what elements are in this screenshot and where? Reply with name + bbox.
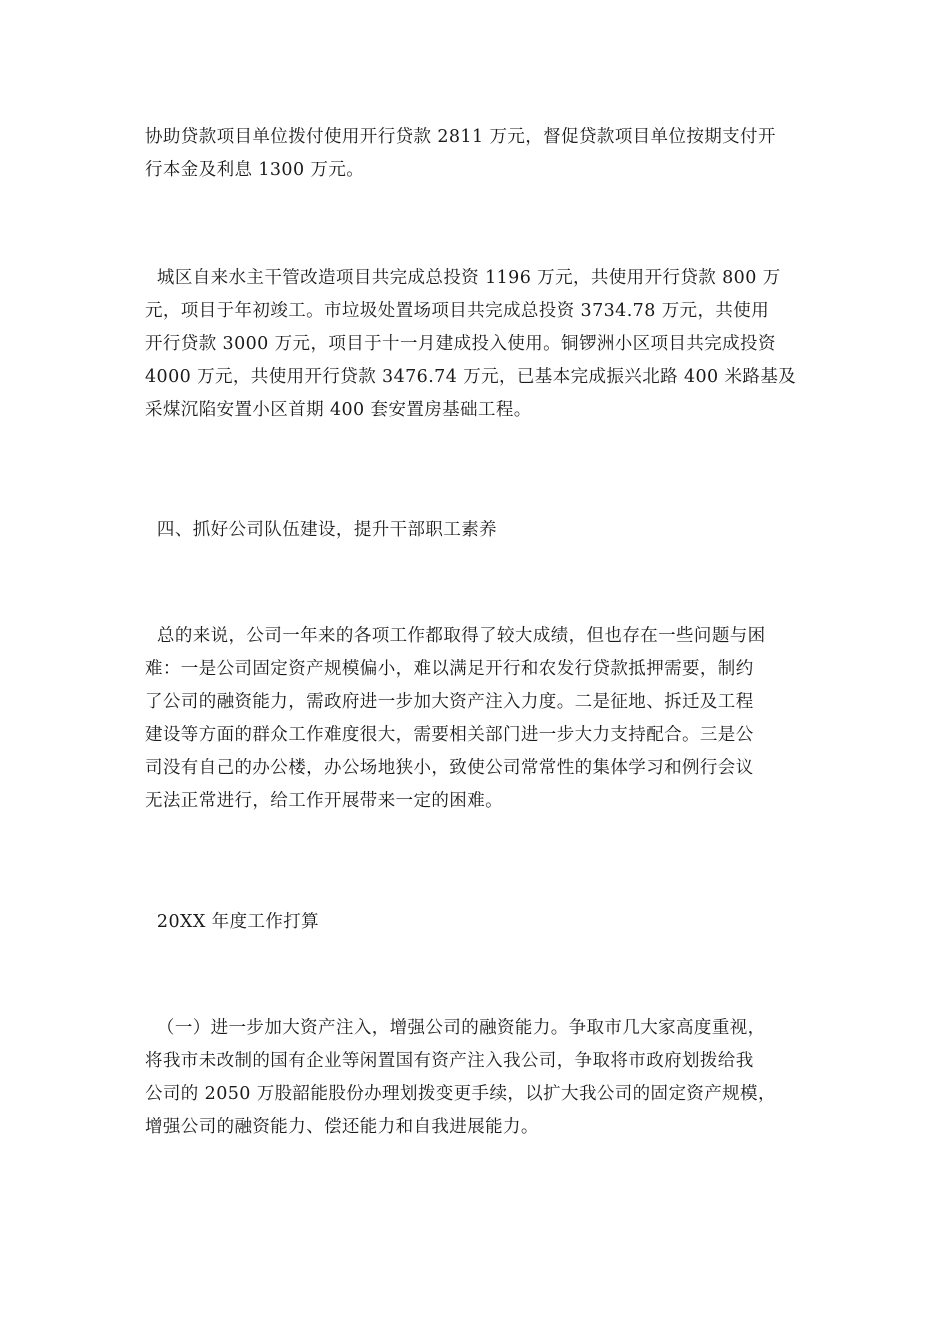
paragraph-summary-problems <box>145 620 810 818</box>
text-line: 协助贷款项目单位拨付使用开行贷款 2811 万元，督促贷款项目单位按期支付开 <box>145 127 776 147</box>
text-line: 总的来说，公司一年来的各项工作都取得了较大成绩，但也存在一些问题与困 <box>145 626 766 646</box>
text-line: 建设等方面的群众工作难度很大，需要相关部门进一步大力支持配合。三是公 <box>145 725 754 745</box>
text-line: 行本金及利息 1300 万元。 <box>145 160 365 180</box>
heading-line: 四、抓好公司队伍建设，提升干部职工素养 <box>145 520 498 540</box>
paragraph-asset-injection <box>145 1012 810 1144</box>
text-line: 无法正常进行，给工作开展带来一定的困难。 <box>145 791 503 811</box>
section-heading-annual-plan <box>145 906 810 939</box>
heading-line: 20XX 年度工作打算 <box>145 912 320 932</box>
text-line: 采煤沉陷安置小区首期 400 套安置房基础工程。 <box>145 400 532 420</box>
text-line: 了公司的融资能力，需政府进一步加大资产注入力度。二是征地、拆迁及工程 <box>145 692 754 712</box>
text-line: 城区自来水主干管改造项目共完成总投资 1196 万元，共使用开行贷款 800 万 <box>145 268 781 288</box>
text-line: 4000 万元，共使用开行贷款 3476.74 万元，已基本完成振兴北路 400 米路基及 <box>145 367 797 387</box>
paragraph-project-progress <box>145 262 810 427</box>
text-line: 公司的 2050 万股韶能股份办理划拨变更手续，以扩大我公司的固定资产规模， <box>145 1084 776 1104</box>
text-line: 开行贷款 3000 万元，项目于十一月建成投入使用。铜锣洲小区项目共完成投资 <box>145 334 776 354</box>
paragraph-loan-disbursement <box>145 121 810 187</box>
text-line: 元，项目于年初竣工。市垃圾处置场项目共完成总投资 3734.78 万元，共使用 <box>145 301 770 321</box>
section-heading-team-building <box>145 514 810 547</box>
text-line: 司没有自己的办公楼，办公场地狭小，致使公司常常性的集体学习和例行会议 <box>145 758 754 778</box>
text-line: 将我市未改制的国有企业等闲置国有资产注入我公司，争取将市政府划拨给我 <box>145 1051 754 1071</box>
text-line: 增强公司的融资能力、偿还能力和自我进展能力。 <box>145 1117 539 1137</box>
text-line: 难：一是公司固定资产规模偏小，难以满足开行和农发行贷款抵押需要，制约 <box>145 659 754 679</box>
text-line: （一）进一步加大资产注入，增强公司的融资能力。争取市几大家高度重视， <box>145 1018 766 1038</box>
